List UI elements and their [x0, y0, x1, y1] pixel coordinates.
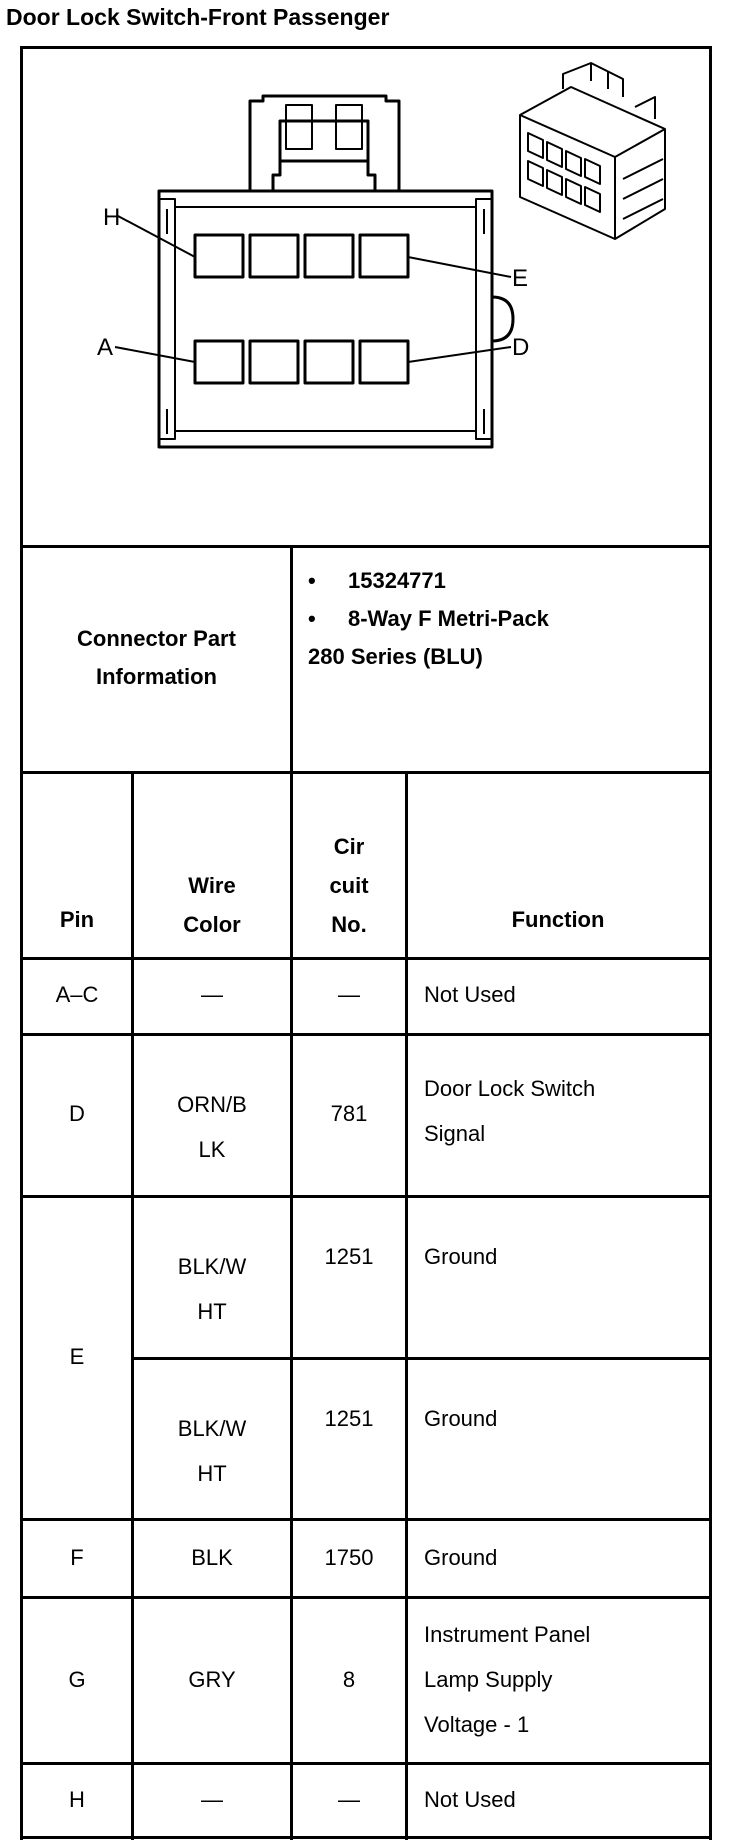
row-g-function: Instrument Panel Lamp Supply Voltage - 1 [424, 1622, 591, 1737]
callout-e: E [512, 265, 529, 292]
callout-a: A [97, 334, 114, 361]
header-wire-color: Wire Color [183, 873, 241, 937]
row-e1-circuit: 1251 [324, 1244, 374, 1269]
connector-isometric [520, 63, 665, 239]
row-d-function: Door Lock Switch Signal [424, 1076, 596, 1146]
row-e1-wire: BLK/W HT [177, 1254, 247, 1324]
row-e2-circuit: 1251 [324, 1406, 374, 1431]
row-e1-function: Ground [424, 1244, 498, 1269]
row-g-wire: GRY [188, 1667, 236, 1692]
row-f-circuit: 1750 [324, 1545, 374, 1570]
connector-type-item: • 8-Way F Metri-Pack [308, 606, 549, 631]
row-ac-pin: A–C [55, 982, 99, 1007]
divider-info [290, 545, 293, 771]
row-line [20, 1596, 712, 1599]
row-d-wire: ORN/B LK [177, 1092, 247, 1162]
row-e-pin: E [69, 1344, 85, 1369]
header-function: Function [511, 907, 605, 932]
row-ac-wire: — [201, 982, 223, 1007]
row-e2-function: Ground [424, 1406, 498, 1431]
row-line [20, 1518, 712, 1521]
row-e2-wire: BLK/W HT [177, 1416, 247, 1486]
row-ac-circuit: — [338, 982, 360, 1007]
row-line [20, 1195, 712, 1198]
row-g-circuit: 8 [342, 1667, 356, 1692]
row-line [20, 957, 712, 960]
connector-info-label: Connector Part Information [77, 626, 236, 689]
connector-info-value: • 15324771 • 8-Way F Metri-Pack 280 Series (BLU) [308, 562, 706, 676]
header-circuit-no: Cir cuit No. [329, 834, 369, 937]
row-line [20, 1033, 712, 1036]
row-h-wire: — [201, 1787, 223, 1812]
row-h-pin: H [69, 1787, 85, 1812]
row-h-function: Not Used [424, 1787, 516, 1812]
connector-diagram [23, 49, 710, 544]
row-ac-function: Not Used [424, 982, 516, 1007]
row-f-function: Ground [424, 1545, 498, 1570]
divider-diagram [20, 545, 712, 548]
row-d-circuit: 781 [330, 1101, 368, 1126]
connector-drawing [23, 49, 710, 544]
callout-h: H [103, 204, 121, 231]
row-h-circuit: — [338, 1787, 360, 1812]
callout-d: D [512, 334, 530, 361]
page-title: Door Lock Switch-Front Passenger [6, 4, 390, 30]
divider-table-top [20, 771, 712, 774]
row-d-pin: D [69, 1101, 85, 1126]
row-f-wire: BLK [191, 1545, 233, 1570]
row-f-pin: F [70, 1545, 84, 1570]
header-pin: Pin [59, 907, 95, 932]
row-line [20, 1762, 712, 1765]
row-line [131, 1357, 712, 1360]
part-number-item: • 15324771 [308, 568, 446, 593]
row-g-pin: G [68, 1667, 86, 1692]
row-line [20, 1836, 712, 1839]
